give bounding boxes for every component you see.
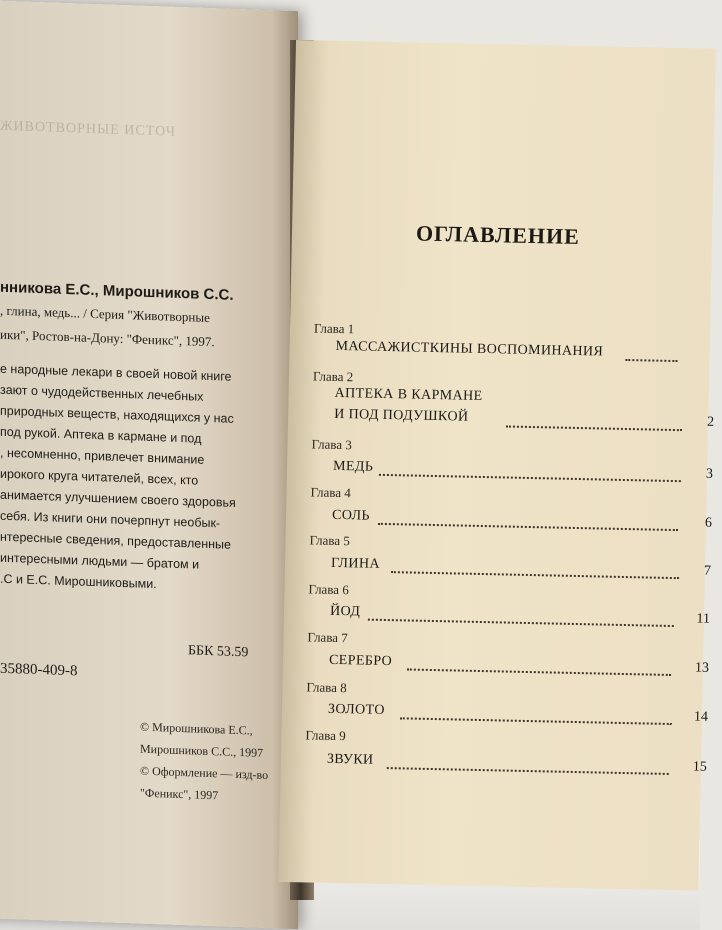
toc-title: ОГЛАВЛЕНИЕ	[415, 220, 581, 249]
page-number: 3	[705, 466, 714, 482]
annotation-line: е народные лекари в своей новой книге	[0, 361, 232, 384]
chapter-title: ЙОД	[329, 603, 361, 620]
bbk-code: ББК 53.59	[188, 643, 249, 661]
annotation-line: анимается улучшением своего здоровья	[0, 487, 236, 510]
page-number: 11	[696, 611, 711, 627]
chapter-title: АПТЕКА В КАРМАНЕ	[334, 385, 483, 404]
annotation-line: ирокого круга читателей, всех, кто	[0, 466, 199, 488]
bib-line: , глина, медь... / Серия "Животворные	[0, 302, 210, 326]
annotation-line: себя. Из книги они почерпнут необык-	[0, 508, 221, 531]
annotation-line: интересными людьми — братом и	[0, 550, 200, 572]
chapter-title: ЗОЛОТО	[327, 701, 386, 719]
page-number: 2	[706, 414, 715, 430]
chapter-title: ЗВУКИ	[326, 751, 374, 768]
copyright-line: © Мирошникова Е.С.,	[140, 719, 253, 738]
chapter-label: Глава 5	[309, 532, 350, 549]
chapter-label: Глава 9	[305, 727, 346, 744]
dot-leader	[625, 359, 677, 362]
isbn: 35880-409-8	[0, 660, 78, 680]
dot-leader	[391, 571, 679, 579]
chapter-label: Глава 2	[312, 368, 354, 385]
page-number: 6	[704, 515, 713, 531]
page-number: 13	[694, 660, 710, 676]
dot-leader	[387, 767, 669, 775]
dot-leader	[407, 668, 671, 676]
left-page	[0, 0, 298, 929]
annotation-line: под рукой. Аптека в кармане и под	[0, 424, 202, 446]
chapter-label: Глава 4	[310, 484, 351, 501]
chapter-label: Глава 6	[308, 581, 349, 598]
chapter-title: МАССАЖИСТКИНЫ ВОСПОМИНАНИЯ	[335, 338, 604, 360]
chapter-title: МЕДЬ	[332, 458, 374, 475]
page-number: 14	[693, 709, 709, 725]
chapter-title: И ПОД ПОДУШКОЙ	[334, 406, 469, 425]
dot-leader	[378, 523, 678, 531]
ghost-header: ЖИВОТВОРНЫЕ ИСТОЧ	[0, 118, 176, 140]
bib-line: ики", Ростов-на-Дону: "Феникс", 1997.	[0, 326, 215, 350]
annotation-line: , несомненно, привлечет внимание	[0, 445, 205, 467]
dot-leader	[400, 717, 672, 725]
annotation-line: зают о чудодейственных лечебных	[0, 382, 204, 404]
dot-leader	[379, 474, 681, 482]
chapter-label: Глава 3	[311, 436, 352, 453]
copyright-line: Мирошников С.С., 1997	[140, 741, 264, 760]
dot-leader	[506, 425, 682, 431]
annotation-line: .С и Е.С. Мирошниковыми.	[0, 571, 157, 592]
chapter-title: СОЛЬ	[331, 507, 371, 524]
chapter-title: ГЛИНА	[330, 555, 381, 572]
chapter-label: Глава 8	[306, 679, 347, 696]
chapter-label: Глава 7	[307, 629, 348, 646]
dot-leader	[368, 619, 674, 627]
right-page	[278, 40, 716, 891]
chapter-title: СЕРЕБРО	[328, 652, 393, 670]
page-number: 7	[703, 563, 712, 579]
annotation-line: природных веществ, находящихся у нас	[0, 403, 234, 426]
annotation-line: нтересные сведения, предоставленные	[0, 529, 231, 552]
chapter-label: Глава 1	[313, 320, 355, 337]
copyright-line: © Оформление — изд-во	[140, 763, 269, 783]
page-number: 15	[692, 759, 708, 775]
copyright-line: "Феникс", 1997	[140, 785, 219, 803]
book-authors: нникова Е.С., Мирошников С.С.	[0, 278, 234, 304]
